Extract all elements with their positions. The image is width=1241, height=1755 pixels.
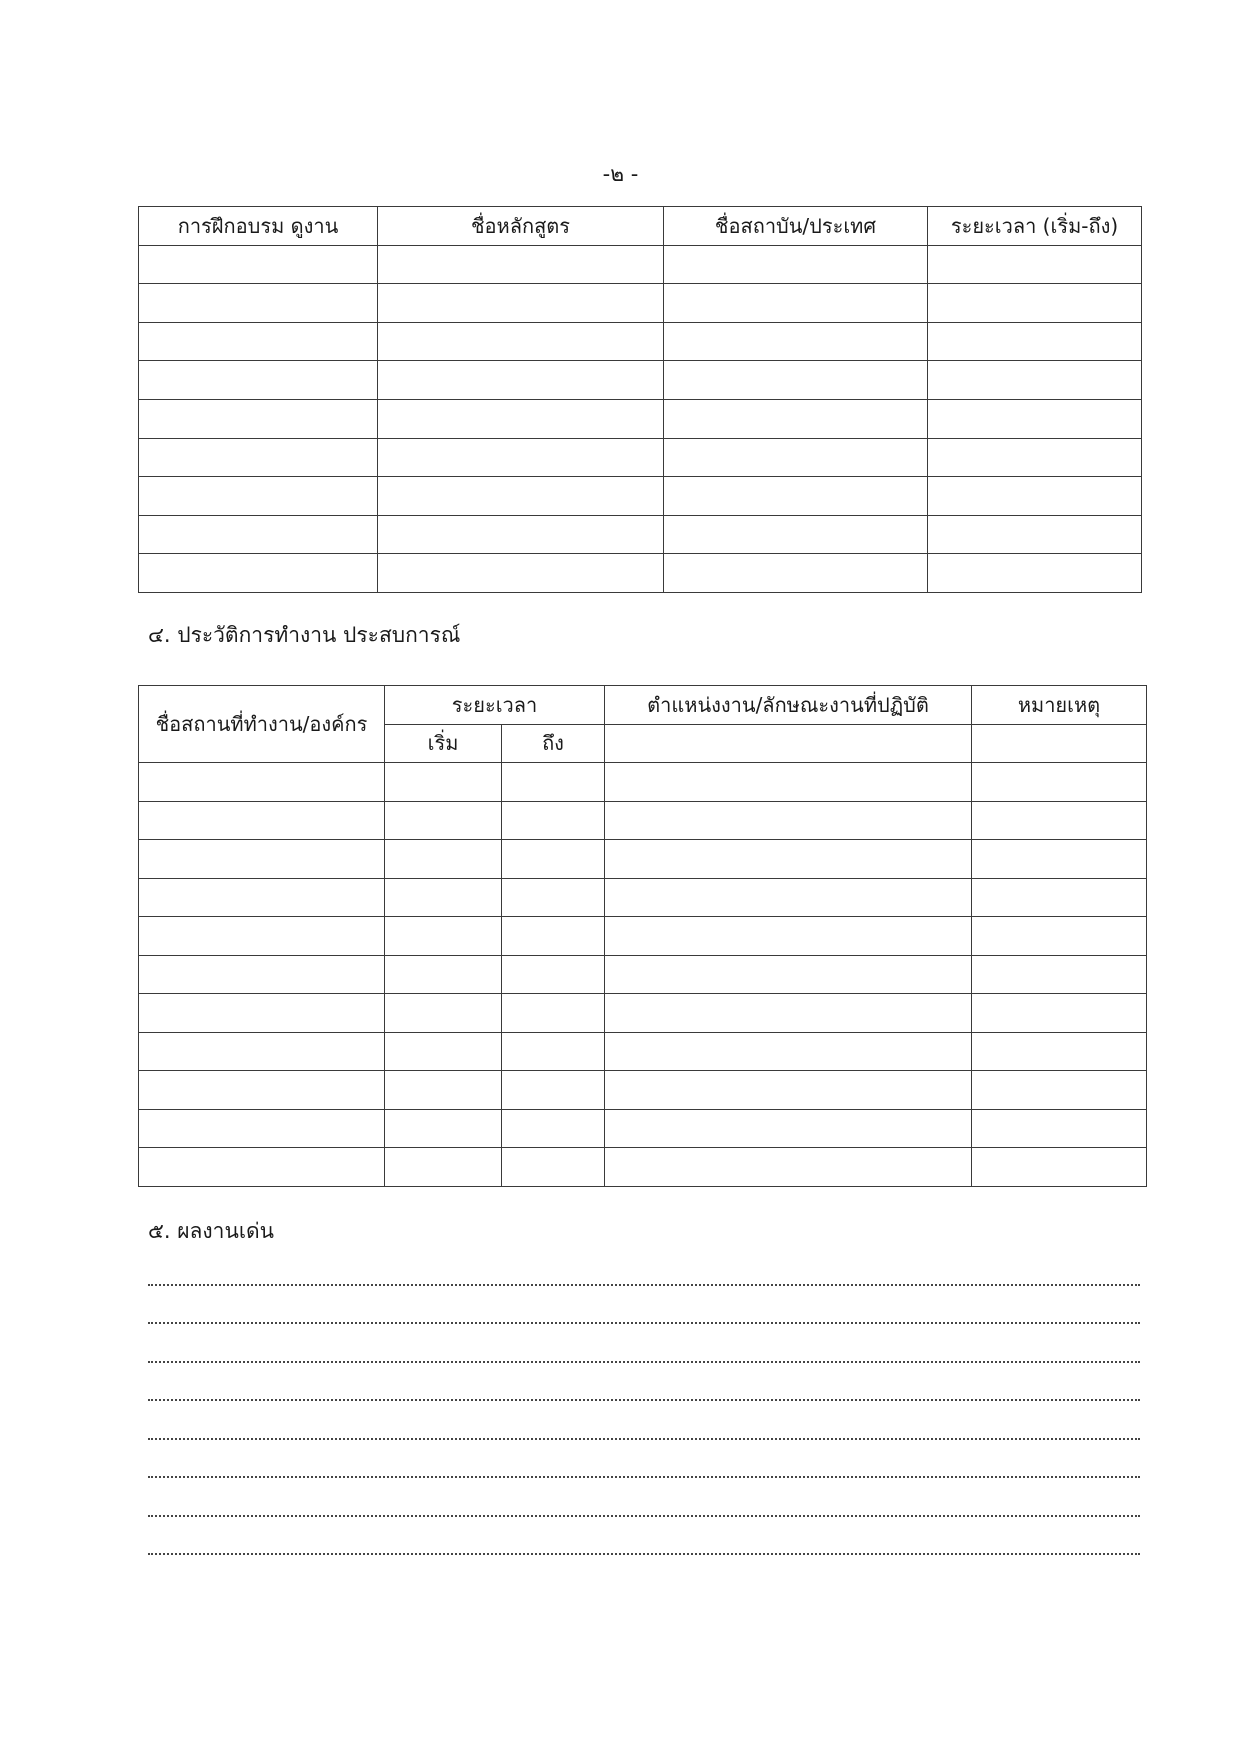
table-cell[interactable] xyxy=(605,1071,972,1110)
table-cell[interactable] xyxy=(378,361,664,400)
table-cell[interactable] xyxy=(502,1071,605,1110)
table-cell[interactable] xyxy=(605,994,972,1033)
table-cell[interactable] xyxy=(378,438,664,477)
table-cell[interactable] xyxy=(139,399,378,438)
table-cell[interactable] xyxy=(378,554,664,593)
table-cell[interactable] xyxy=(139,763,385,802)
table-cell[interactable] xyxy=(928,322,1142,361)
table-cell[interactable] xyxy=(139,840,385,879)
dotted-writing-line[interactable] xyxy=(148,1440,1140,1479)
table-cell[interactable] xyxy=(605,801,972,840)
table-cell[interactable] xyxy=(972,801,1147,840)
work-row xyxy=(139,1032,1147,1071)
table-cell[interactable] xyxy=(139,554,378,593)
table-cell[interactable] xyxy=(378,399,664,438)
table-cell[interactable] xyxy=(502,1148,605,1187)
table-cell[interactable] xyxy=(139,955,385,994)
table-cell[interactable] xyxy=(605,917,972,956)
table-cell[interactable] xyxy=(385,917,502,956)
table-cell[interactable] xyxy=(378,245,664,284)
table-cell[interactable] xyxy=(139,438,378,477)
table-cell[interactable] xyxy=(378,322,664,361)
training-row xyxy=(139,438,1142,477)
table-cell[interactable] xyxy=(972,1032,1147,1071)
table-cell[interactable] xyxy=(972,878,1147,917)
table-cell[interactable] xyxy=(139,994,385,1033)
start-header: เริ่ม xyxy=(385,724,502,763)
dotted-writing-line[interactable] xyxy=(148,1517,1140,1556)
table-cell[interactable] xyxy=(139,1032,385,1071)
table-cell[interactable] xyxy=(928,438,1142,477)
dotted-writing-line[interactable] xyxy=(148,1478,1140,1517)
position-subheader-cell xyxy=(605,724,972,763)
table-cell[interactable] xyxy=(928,284,1142,323)
table-cell[interactable] xyxy=(139,284,378,323)
table-cell[interactable] xyxy=(928,554,1142,593)
dotted-writing-line[interactable] xyxy=(148,1247,1140,1286)
table-cell[interactable] xyxy=(664,284,928,323)
table-cell[interactable] xyxy=(664,245,928,284)
remarks-header: หมายเหตุ xyxy=(972,686,1147,725)
work-history-table xyxy=(138,685,1147,1187)
table-cell[interactable] xyxy=(139,878,385,917)
table-cell[interactable] xyxy=(502,917,605,956)
table-cell[interactable] xyxy=(385,878,502,917)
work-row xyxy=(139,801,1147,840)
table-cell[interactable] xyxy=(378,477,664,516)
table-cell[interactable] xyxy=(664,477,928,516)
table-cell[interactable] xyxy=(664,399,928,438)
period-header: ระยะเวลา xyxy=(385,686,605,725)
table-cell[interactable] xyxy=(502,840,605,879)
table-cell[interactable] xyxy=(139,245,378,284)
training-row xyxy=(139,399,1142,438)
table-cell[interactable] xyxy=(664,438,928,477)
training-row xyxy=(139,284,1142,323)
table-cell[interactable] xyxy=(502,994,605,1033)
table-cell[interactable] xyxy=(972,763,1147,802)
work-row xyxy=(139,955,1147,994)
table-cell[interactable] xyxy=(385,763,502,802)
table-cell[interactable] xyxy=(502,1109,605,1148)
table-cell[interactable] xyxy=(385,1071,502,1110)
table-cell[interactable] xyxy=(664,322,928,361)
table-cell[interactable] xyxy=(385,1032,502,1071)
table-cell[interactable] xyxy=(139,515,378,554)
table-cell[interactable] xyxy=(664,515,928,554)
work-row xyxy=(139,917,1147,956)
table-cell[interactable] xyxy=(139,1109,385,1148)
training-row xyxy=(139,554,1142,593)
table-cell[interactable] xyxy=(385,994,502,1033)
position-header: ตำแหน่งงาน/ลักษณะงานที่ปฏิบัติ xyxy=(605,686,972,725)
table-cell[interactable] xyxy=(664,361,928,400)
table-cell[interactable] xyxy=(972,994,1147,1033)
table-cell[interactable] xyxy=(605,763,972,802)
work-header-row xyxy=(139,686,1147,725)
dotted-writing-line[interactable] xyxy=(148,1401,1140,1440)
training-header-cell: ชื่อหลักสูตร xyxy=(378,207,664,246)
table-cell[interactable] xyxy=(605,878,972,917)
table-cell[interactable] xyxy=(502,801,605,840)
table-cell[interactable] xyxy=(378,515,664,554)
section-4-heading: ๔. ประวัติการทำงาน ประสบการณ์ xyxy=(148,623,461,647)
training-header-cell: การฝึกอบรม ดูงาน xyxy=(139,207,378,246)
table-cell[interactable] xyxy=(972,1071,1147,1110)
work-row xyxy=(139,1109,1147,1148)
table-cell[interactable] xyxy=(972,1148,1147,1187)
work-row xyxy=(139,840,1147,879)
table-cell[interactable] xyxy=(928,477,1142,516)
section-5-heading: ๕. ผลงานเด่น xyxy=(148,1219,274,1243)
training-header-row xyxy=(139,207,1142,246)
table-cell[interactable] xyxy=(502,955,605,994)
work-row xyxy=(139,994,1147,1033)
table-cell[interactable] xyxy=(139,917,385,956)
table-cell[interactable] xyxy=(378,284,664,323)
remarks-subheader-cell xyxy=(972,724,1147,763)
table-cell[interactable] xyxy=(385,840,502,879)
work-row xyxy=(139,878,1147,917)
table-cell[interactable] xyxy=(972,917,1147,956)
table-cell[interactable] xyxy=(972,840,1147,879)
dotted-writing-line[interactable] xyxy=(148,1324,1140,1363)
workplace-header: ชื่อสถานที่ทำงาน/องค์กร xyxy=(139,686,385,763)
table-cell[interactable] xyxy=(664,554,928,593)
dotted-writing-line[interactable] xyxy=(148,1286,1140,1325)
table-cell[interactable] xyxy=(139,1148,385,1187)
training-row xyxy=(139,477,1142,516)
training-table xyxy=(138,206,1142,593)
page-number: -๒ - xyxy=(602,162,639,186)
work-row xyxy=(139,763,1147,802)
table-cell[interactable] xyxy=(139,477,378,516)
table-cell[interactable] xyxy=(972,1109,1147,1148)
table-cell[interactable] xyxy=(605,840,972,879)
table-cell[interactable] xyxy=(385,955,502,994)
table-cell[interactable] xyxy=(139,322,378,361)
training-row xyxy=(139,515,1142,554)
table-cell[interactable] xyxy=(928,361,1142,400)
table-cell[interactable] xyxy=(385,801,502,840)
table-cell[interactable] xyxy=(605,1032,972,1071)
table-cell[interactable] xyxy=(139,1071,385,1110)
table-cell[interactable] xyxy=(502,1032,605,1071)
training-row xyxy=(139,361,1142,400)
table-cell[interactable] xyxy=(139,801,385,840)
training-header-cell: ระยะเวลา (เริ่ม-ถึง) xyxy=(928,207,1142,246)
achievements-dotted-lines xyxy=(148,1247,1140,1555)
table-cell[interactable] xyxy=(605,1148,972,1187)
table-cell[interactable] xyxy=(605,1109,972,1148)
table-cell[interactable] xyxy=(385,1148,502,1187)
table-cell[interactable] xyxy=(972,955,1147,994)
table-cell[interactable] xyxy=(928,515,1142,554)
table-cell[interactable] xyxy=(605,955,972,994)
table-cell[interactable] xyxy=(502,878,605,917)
end-header: ถึง xyxy=(502,724,605,763)
training-header-cell: ชื่อสถาบัน/ประเทศ xyxy=(664,207,928,246)
work-row xyxy=(139,1148,1147,1187)
training-row xyxy=(139,245,1142,284)
table-cell[interactable] xyxy=(928,399,1142,438)
table-cell[interactable] xyxy=(139,361,378,400)
table-cell[interactable] xyxy=(928,245,1142,284)
table-cell[interactable] xyxy=(385,1109,502,1148)
table-cell[interactable] xyxy=(502,763,605,802)
dotted-writing-line[interactable] xyxy=(148,1363,1140,1402)
work-row xyxy=(139,1071,1147,1110)
training-row xyxy=(139,322,1142,361)
